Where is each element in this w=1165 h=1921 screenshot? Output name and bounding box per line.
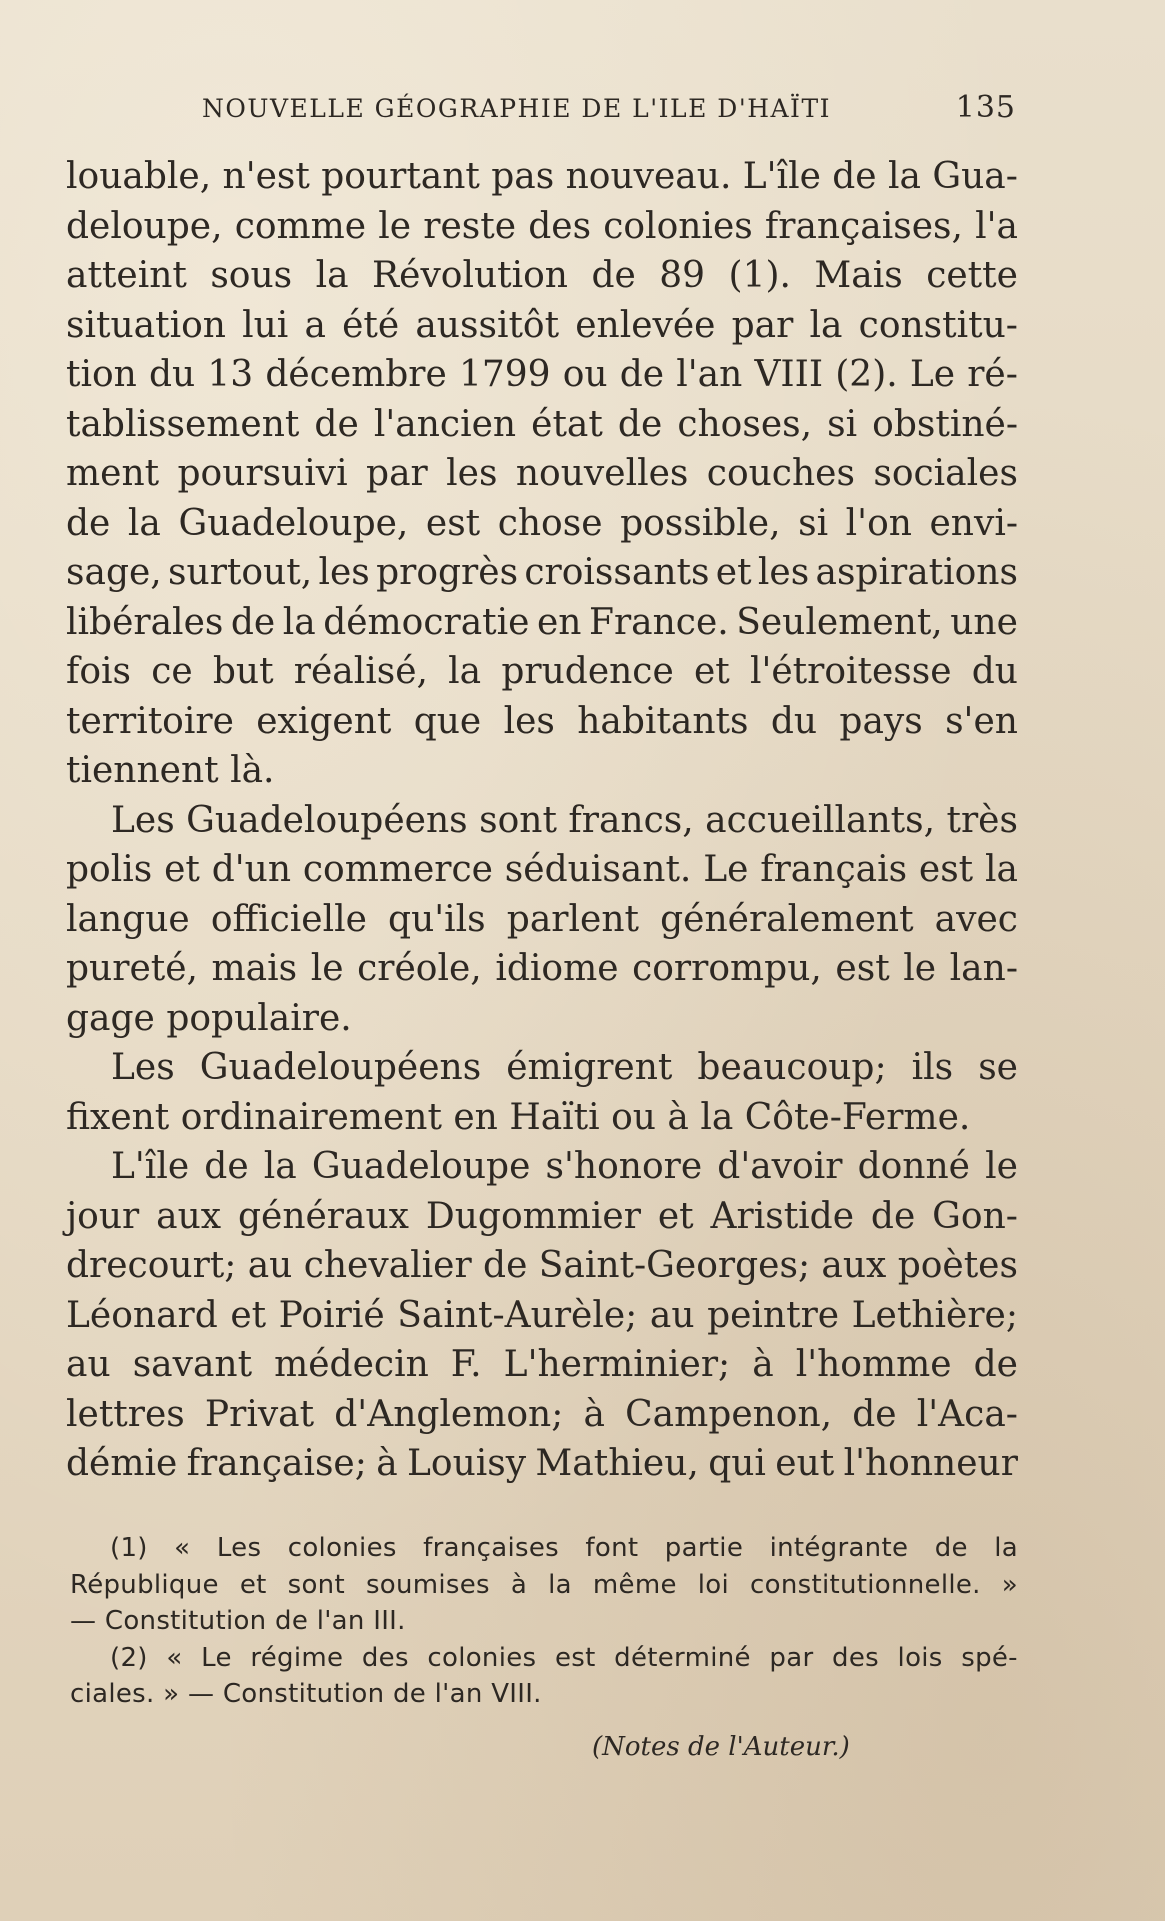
word: Seulement, xyxy=(736,601,943,643)
word: la xyxy=(448,651,482,692)
text-line xyxy=(70,1676,1018,1713)
word: pureté, xyxy=(66,948,198,989)
word: 1799 xyxy=(458,354,551,395)
word: » xyxy=(163,1679,188,1709)
word: des xyxy=(832,1642,879,1673)
word: à xyxy=(510,1569,528,1600)
text-line xyxy=(66,400,1018,450)
word: polis xyxy=(66,849,153,890)
word: Campenon, xyxy=(625,1393,833,1435)
word: l'an xyxy=(676,354,743,395)
word: Les xyxy=(111,1047,175,1088)
word: la xyxy=(127,502,161,544)
word: sociales xyxy=(873,453,1018,494)
word: les xyxy=(446,453,498,494)
word: commerce xyxy=(302,849,493,890)
word: tablissement xyxy=(66,403,300,445)
word: L'herminier; xyxy=(503,1344,731,1385)
word: ou xyxy=(611,1096,668,1138)
word: croissants xyxy=(524,552,710,593)
word: progrès xyxy=(376,552,519,593)
word: Léonard xyxy=(66,1294,218,1336)
word: pays xyxy=(839,700,923,742)
word: Lethière; xyxy=(851,1294,1018,1336)
word: cette xyxy=(926,255,1018,296)
word: VIII xyxy=(754,354,824,395)
word: spé- xyxy=(961,1642,1018,1673)
word: très xyxy=(946,799,1018,841)
attribution-text: (Notes de l'Auteur.) xyxy=(592,1732,850,1762)
word: aux xyxy=(821,1245,887,1286)
word: de xyxy=(230,601,276,643)
word: L'île xyxy=(742,156,821,197)
word: Louisy xyxy=(407,1443,527,1484)
word: fois xyxy=(66,651,131,692)
text-line xyxy=(66,301,1018,351)
word: sous xyxy=(210,255,293,296)
word: à xyxy=(667,1096,701,1138)
word: les xyxy=(318,552,370,593)
word: peintre xyxy=(707,1294,840,1336)
word: de xyxy=(483,1245,528,1286)
text-line xyxy=(66,152,1018,202)
word: soumises xyxy=(365,1569,490,1600)
word: la xyxy=(994,1533,1018,1563)
word: (2). xyxy=(835,354,898,395)
word: « xyxy=(166,1642,183,1673)
word: lan- xyxy=(949,948,1018,989)
word: Gon- xyxy=(932,1195,1018,1237)
word: la xyxy=(985,849,1018,890)
word: démocratie xyxy=(323,601,530,643)
word: de xyxy=(392,1679,435,1709)
word: ou xyxy=(562,354,608,395)
word: Saint-Aurèle; xyxy=(397,1294,638,1336)
word: le xyxy=(903,948,937,989)
word: généralement xyxy=(660,898,914,940)
word: accueillants, xyxy=(705,799,936,841)
word: ment xyxy=(66,453,160,494)
word: Le xyxy=(703,849,749,890)
word: état xyxy=(531,403,603,445)
word: Constitution xyxy=(104,1606,276,1636)
text-line xyxy=(66,845,1018,895)
word: Gua- xyxy=(932,156,1018,197)
word: L'île xyxy=(111,1146,190,1187)
word: d'un xyxy=(211,849,292,890)
word: Mais xyxy=(814,255,903,296)
word: ré- xyxy=(967,354,1018,395)
word: sage, xyxy=(66,552,162,593)
word: la xyxy=(548,1569,572,1600)
word: » xyxy=(1001,1569,1018,1600)
word: aspirations xyxy=(815,552,1018,593)
word: langue xyxy=(66,898,190,940)
word: Haïti xyxy=(509,1096,612,1138)
text-line xyxy=(66,202,1018,252)
word: se xyxy=(978,1047,1018,1088)
word: si xyxy=(827,403,858,445)
word: en xyxy=(536,601,582,643)
text-line xyxy=(66,1241,1018,1291)
word: Mathieu, xyxy=(535,1443,699,1484)
word: médecin xyxy=(274,1344,429,1385)
text-line xyxy=(66,944,1018,994)
word: de xyxy=(591,255,636,296)
word: l'étroitesse xyxy=(749,651,952,692)
word: la xyxy=(263,1146,297,1187)
word: France. xyxy=(588,601,729,643)
word: partie xyxy=(664,1533,744,1563)
word: des xyxy=(361,1642,409,1673)
word: Constitution xyxy=(222,1679,393,1709)
word: à xyxy=(752,1344,774,1385)
word: de xyxy=(870,1195,916,1237)
word: qui xyxy=(708,1443,766,1484)
word: été xyxy=(342,304,400,346)
word: poursuivi xyxy=(177,453,348,494)
word: eut xyxy=(775,1443,835,1484)
word: Poirié xyxy=(278,1294,385,1336)
word: fixent xyxy=(66,1096,181,1138)
word: sont xyxy=(479,799,557,841)
word: chose xyxy=(497,502,603,544)
word: font xyxy=(585,1533,639,1563)
text-line xyxy=(66,994,1018,1044)
text-line xyxy=(66,251,1018,301)
word: 89 xyxy=(659,255,706,296)
word: aussitôt xyxy=(415,304,560,346)
running-title: NOUVELLE GÉOGRAPHIE DE L'ILE D'HAÏTI xyxy=(202,94,831,123)
text-line xyxy=(66,1439,1018,1489)
word: d'Anglemon; xyxy=(334,1393,564,1435)
word: (1) xyxy=(110,1533,148,1563)
word: Les xyxy=(111,799,175,841)
word: les xyxy=(503,700,555,742)
word: a xyxy=(304,304,326,346)
word: Les xyxy=(216,1533,262,1563)
word: Révolution xyxy=(372,255,568,296)
word: si xyxy=(798,502,829,544)
word: drecourt; xyxy=(66,1245,237,1286)
word: l'ancien xyxy=(373,403,517,445)
word: les xyxy=(757,552,810,593)
word: est xyxy=(918,849,974,890)
word: Le xyxy=(909,354,956,395)
word: lui xyxy=(242,304,289,346)
word: d'avoir xyxy=(717,1146,843,1187)
text-line xyxy=(66,1043,1018,1093)
word: Guadeloupe xyxy=(311,1146,531,1187)
text-line xyxy=(70,1603,1018,1640)
word: tiennent xyxy=(66,750,231,791)
word: beaucoup; xyxy=(697,1047,887,1088)
word: avec xyxy=(934,898,1018,940)
word: pas xyxy=(491,156,555,197)
word: exigent xyxy=(256,700,392,742)
word: colonies xyxy=(287,1533,397,1563)
word: émigrent xyxy=(506,1047,673,1088)
word: tion xyxy=(66,354,137,395)
text-line xyxy=(66,1340,1018,1390)
word: III. xyxy=(373,1606,406,1636)
word: et xyxy=(164,849,200,890)
word: est xyxy=(425,502,481,544)
word: comme xyxy=(234,205,367,247)
text-line xyxy=(70,1530,1018,1567)
word: du xyxy=(148,354,196,395)
word: là. xyxy=(230,750,275,791)
word: VIII. xyxy=(491,1679,542,1709)
word: reste xyxy=(423,205,517,247)
text-line xyxy=(66,449,1018,499)
word: de xyxy=(314,403,359,445)
word: est xyxy=(835,948,890,989)
word: s'en xyxy=(945,700,1018,742)
word: à xyxy=(583,1393,605,1435)
text-line xyxy=(66,598,1018,648)
text-line xyxy=(66,1291,1018,1341)
word: du xyxy=(971,651,1018,692)
word: savant xyxy=(132,1344,253,1385)
word: Privat xyxy=(204,1393,315,1435)
word: gage xyxy=(66,997,167,1039)
word: la xyxy=(315,255,349,296)
word: donné xyxy=(857,1146,970,1187)
text-line xyxy=(66,796,1018,846)
word: parlent xyxy=(506,898,639,940)
word: possible, xyxy=(620,502,781,544)
text-line xyxy=(66,1142,1018,1192)
word: constitu- xyxy=(858,304,1018,346)
word: situation xyxy=(66,304,226,346)
word: nouveau. xyxy=(565,156,732,197)
word: et xyxy=(693,651,730,692)
word: la xyxy=(809,304,843,346)
word: couches xyxy=(706,453,855,494)
word: de xyxy=(619,354,665,395)
word: de xyxy=(66,502,111,544)
word: louable, xyxy=(66,156,212,197)
word: au xyxy=(649,1294,695,1336)
word: envi- xyxy=(929,502,1018,544)
word: (2) xyxy=(110,1642,148,1673)
word: par xyxy=(769,1642,814,1673)
word: et xyxy=(230,1294,267,1336)
word: but xyxy=(212,651,274,692)
word: — xyxy=(70,1606,105,1636)
word: par xyxy=(366,453,428,494)
text-line xyxy=(66,499,1018,549)
word: est xyxy=(554,1642,596,1673)
word: lois xyxy=(897,1642,943,1673)
word: français xyxy=(760,849,908,890)
word: ce xyxy=(151,651,193,692)
word: mais xyxy=(211,948,298,989)
word: pourtant xyxy=(321,156,480,197)
word: l'homme xyxy=(795,1344,952,1385)
word: même xyxy=(592,1569,677,1600)
word: l'an xyxy=(434,1679,492,1709)
word: au xyxy=(247,1245,293,1286)
word: Guadeloupéens xyxy=(186,799,468,841)
word: libérales xyxy=(66,601,224,643)
word: (1). xyxy=(728,255,791,296)
word: décembre xyxy=(265,354,447,395)
word: l'an xyxy=(316,1606,374,1636)
word: habitants xyxy=(577,700,749,742)
word: colonies xyxy=(427,1642,537,1673)
word: République xyxy=(70,1569,219,1600)
word: loi xyxy=(697,1569,730,1600)
word: poètes xyxy=(897,1245,1018,1286)
word: Dugommier xyxy=(425,1195,641,1237)
word: l'a xyxy=(975,205,1018,247)
text-line xyxy=(66,1390,1018,1440)
word: ciales. xyxy=(70,1679,164,1709)
word: démie xyxy=(66,1443,178,1484)
footnotes xyxy=(70,1530,1018,1713)
word: ils xyxy=(911,1047,954,1088)
word: généraux xyxy=(237,1195,409,1237)
word: séduisant. xyxy=(504,849,692,890)
word: jour xyxy=(66,1195,140,1237)
word: F. xyxy=(450,1344,482,1385)
word: Guadeloupéens xyxy=(199,1047,482,1088)
word: et xyxy=(657,1195,694,1237)
word: — xyxy=(187,1679,223,1709)
word: obstiné- xyxy=(872,403,1018,445)
word: la xyxy=(700,1096,745,1138)
text-line xyxy=(66,697,1018,747)
word: ordinairement xyxy=(180,1096,454,1138)
word: Guadeloupe, xyxy=(178,502,409,544)
word: lettres xyxy=(66,1393,185,1435)
word: de xyxy=(832,156,877,197)
word: que xyxy=(413,700,482,742)
body-text xyxy=(66,152,1018,1489)
word: l'Aca- xyxy=(916,1393,1018,1435)
word: Côte-Ferme. xyxy=(744,1096,971,1138)
word: chevalier xyxy=(303,1245,472,1286)
word: constitutionnelle. xyxy=(750,1569,981,1600)
word: officielle xyxy=(210,898,367,940)
text-line xyxy=(66,1093,1018,1143)
word: territoire xyxy=(66,700,234,742)
running-header xyxy=(202,90,1020,125)
word: française; xyxy=(186,1443,367,1484)
word: prudence xyxy=(501,651,674,692)
word: « xyxy=(174,1533,191,1563)
word: du xyxy=(770,700,818,742)
text-line xyxy=(66,1192,1018,1242)
word: des xyxy=(528,205,592,247)
word: l'honneur xyxy=(843,1443,1018,1484)
word: n'est xyxy=(222,156,310,197)
word: l'on xyxy=(845,502,912,544)
word: françaises, xyxy=(764,205,963,247)
word: et xyxy=(715,552,752,593)
word: colonies xyxy=(603,205,753,247)
text-line xyxy=(70,1567,1018,1604)
word: nouvelles xyxy=(515,453,689,494)
word: en xyxy=(453,1096,510,1138)
word: de xyxy=(275,1606,317,1636)
text-line xyxy=(66,548,1018,598)
word: deloupe, xyxy=(66,205,223,247)
text-line xyxy=(66,647,1018,697)
word: de xyxy=(852,1393,897,1435)
word: la xyxy=(282,601,316,643)
word: une xyxy=(950,601,1018,643)
footnote-attribution xyxy=(592,1732,850,1762)
word: le xyxy=(310,948,344,989)
word: s'honore xyxy=(545,1146,703,1187)
page-number: 135 xyxy=(955,90,1016,125)
word: créole, xyxy=(357,948,482,989)
word: sont xyxy=(287,1569,345,1600)
word: régime xyxy=(250,1642,344,1673)
word: par xyxy=(731,304,794,346)
word: le xyxy=(985,1146,1018,1187)
word: idiome xyxy=(495,948,619,989)
word: atteint xyxy=(66,255,187,296)
word: de xyxy=(973,1344,1018,1385)
word: françaises xyxy=(423,1533,559,1563)
word: francs, xyxy=(568,799,694,841)
word: Aristide xyxy=(710,1195,855,1237)
word: Saint-Georges; xyxy=(538,1245,811,1286)
word: déterminé xyxy=(614,1642,751,1673)
text-line xyxy=(66,746,1018,796)
word: Le xyxy=(201,1642,232,1673)
word: à xyxy=(376,1443,398,1484)
word: de xyxy=(617,403,663,445)
word: de xyxy=(934,1533,968,1563)
word: populaire. xyxy=(166,997,352,1039)
text-line xyxy=(70,1640,1018,1677)
word: de xyxy=(204,1146,249,1187)
word: qu'ils xyxy=(388,898,486,940)
word: choses, xyxy=(677,403,813,445)
word: intégrante xyxy=(769,1533,909,1563)
word: aux xyxy=(156,1195,222,1237)
word: le xyxy=(378,205,412,247)
word: la xyxy=(887,156,921,197)
word: surtout, xyxy=(168,552,313,593)
text-line xyxy=(66,895,1018,945)
word: corrompu, xyxy=(632,948,822,989)
word: 13 xyxy=(207,354,254,395)
word: au xyxy=(66,1344,111,1385)
word: enlevée xyxy=(575,304,716,346)
word: réalisé, xyxy=(293,651,428,692)
text-line xyxy=(66,350,1018,400)
word: et xyxy=(239,1569,267,1600)
